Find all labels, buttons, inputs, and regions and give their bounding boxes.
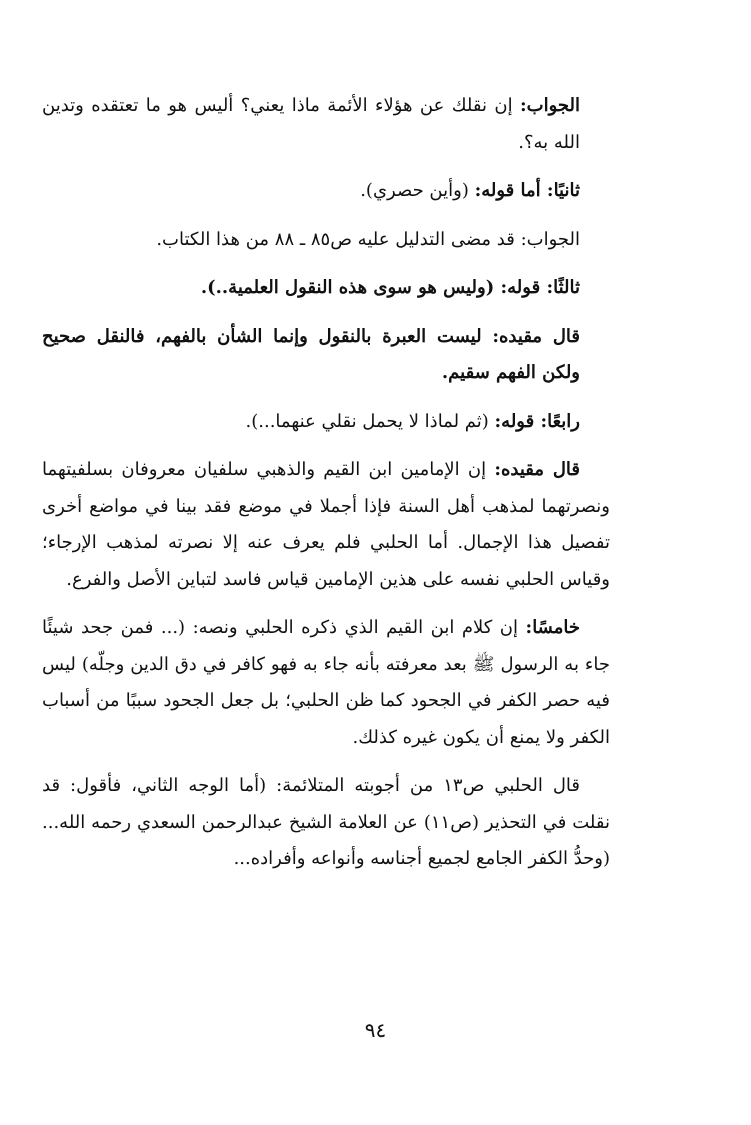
paragraph-lead: قال مقيده: [494,459,581,480]
paragraph-text: إن الإمامين ابن القيم والذهبي سلفيان معروفان بسلفيتهما ونصرتهما لمذهب أهل السنة فإذا أجملا في موضع فقد بينا في مواضع أخرى تفصيل هذا الإجمال. أما الحلبي فلم يعرف عنه إلا نصرته لمذهب الإرجاء؛ وقياس الحلبي نفسه على هذين الإمامين قياس فاسد لتباين الأصل والفرع. [42,459,610,590]
paragraph-text: إن كلام ابن القيم الذي ذكره الحلبي ونصه: (... فمن جحد شيئًا جاء به الرسول ﷺ بعد معرفته بأنه جاء به فهو كافر في دق الدين وجلّه) ليس فيه حصر الكفر في الجحود كما ظن الحلبي؛ بل جعل الجحود سببًا من أسباب الكفر ولا يمنع أن يكون غيره كذلك. [42,617,610,748]
paragraph-lead: خامسًا: [525,617,580,638]
paragraph-third [42,270,610,307]
paragraph-lead: ثانيًا: أما قوله: [474,180,580,201]
paragraph-comment-1 [42,319,610,392]
paragraph-lead: الجواب: [520,95,580,116]
paragraph-comment-2 [42,452,610,598]
paragraph-lead: ثالثًا: قوله: [500,277,580,298]
page-number: ٩٤ [364,1018,387,1042]
paragraph-lead: الجواب: [520,228,580,250]
paragraph-text: قد مضى التدليل عليه ص٨٥ ـ ٨٨ من هذا الكتاب. [156,228,521,250]
paragraph-second [42,173,610,210]
paragraph-text: قال الحلبي ص١٣ من أجوبته المتلائمة: (أما الوجه الثاني، فأقول: قد نقلت في التحذير (ص١١) عن العلامة الشيخ عبدالرحمن السعدي رحمه الله... (وحدُّ الكفر الجامع لجميع أجناسه وأنواعه وأفراده... [42,775,611,869]
paragraph-text: (وليس هو سوى هذه النقول العلمية..). [200,277,501,298]
paragraph-text: (وأين حصري). [360,180,475,201]
paragraph-text: ليست العبرة بالنقول وإنما الشأن بالفهم، فالنقل صحيح ولكن الفهم سقيم. [42,325,580,383]
paragraph-answer-2 [42,222,610,259]
page-body [42,88,610,890]
paragraph-text: إن نقلك عن هؤلاء الأئمة ماذا يعني؟ أليس هو ما تعتقده وتدين الله به؟. [42,95,580,153]
paragraph-lead: رابعًا: قوله: [494,410,580,432]
paragraph-fourth [42,404,610,441]
paragraph-fifth [42,610,610,756]
paragraph-text: (ثم لماذا لا يحمل نقلي عنهما...). [245,410,495,432]
paragraph-quote [42,768,610,878]
paragraph-answer-1 [42,88,610,161]
paragraph-lead: قال مقيده: [492,325,580,347]
